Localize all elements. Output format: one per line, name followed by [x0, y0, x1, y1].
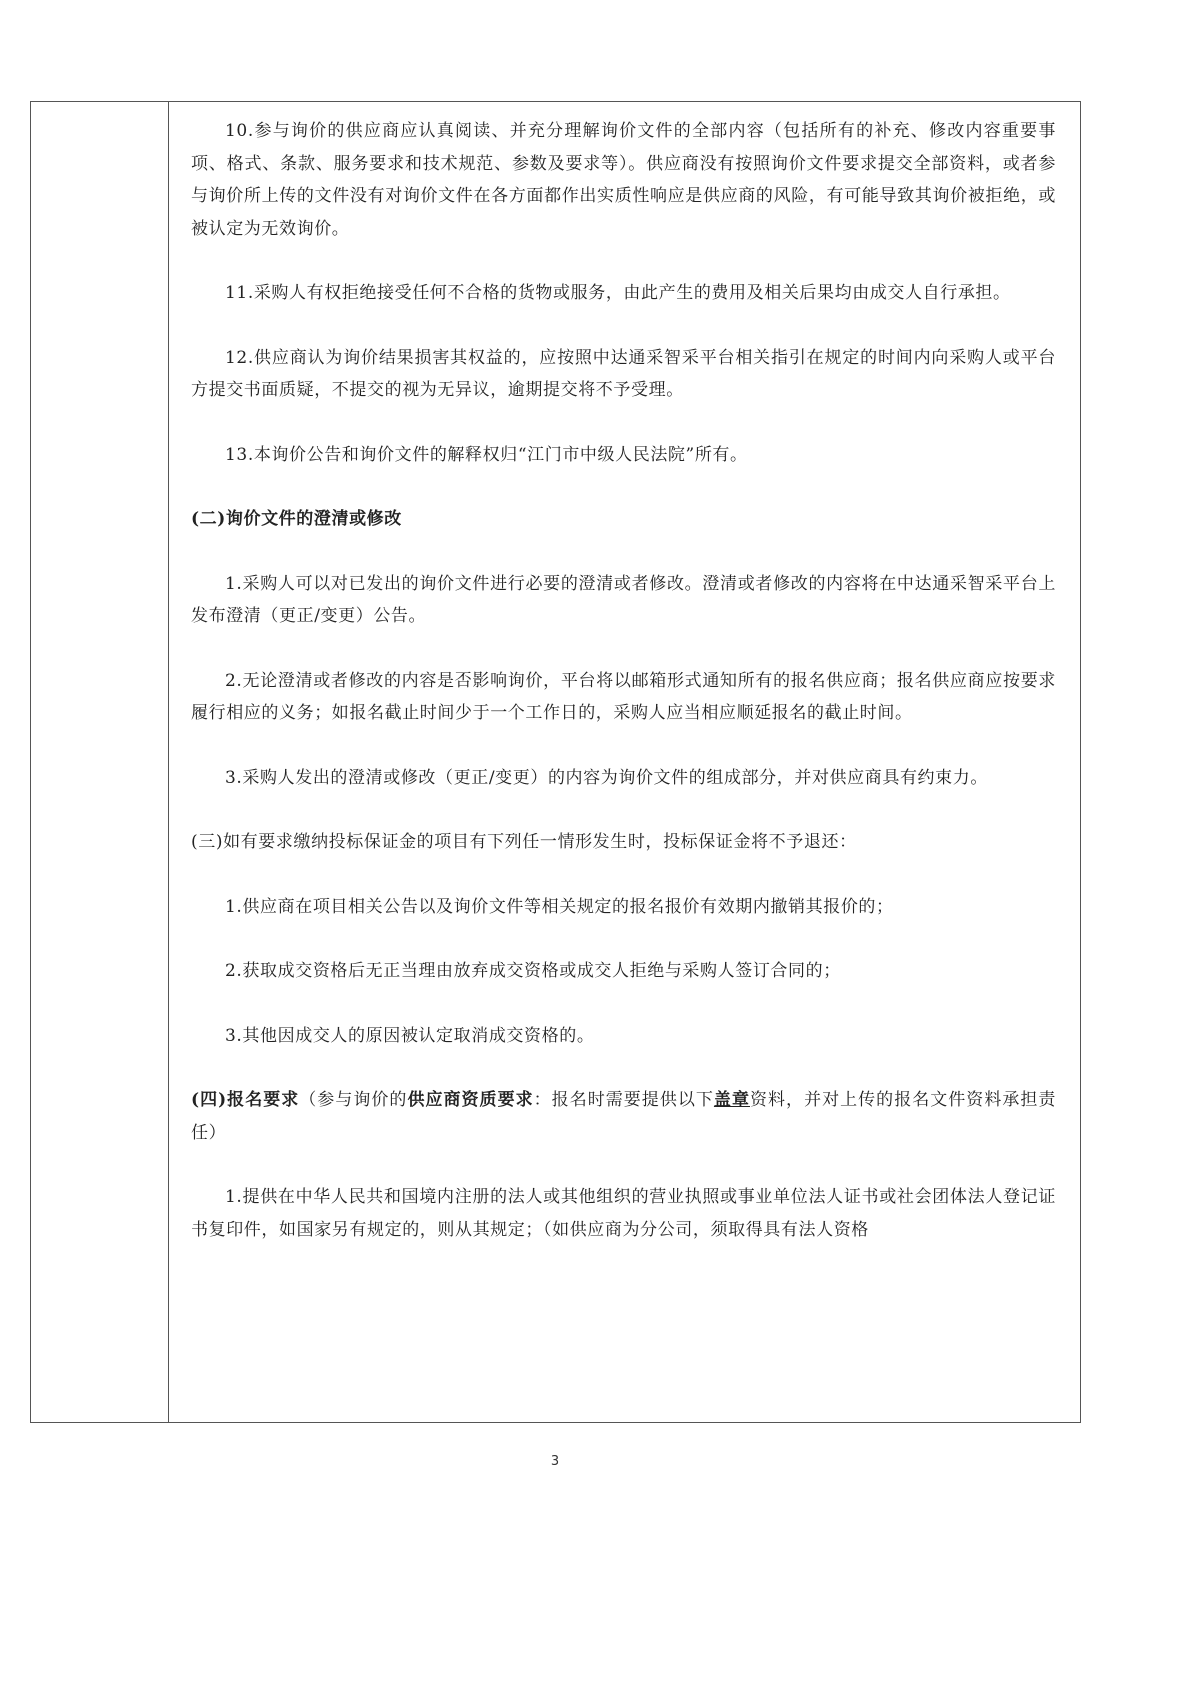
- paragraph-text: 2.获取成交资格后无正当理由放弃成交资格或成交人拒绝与采购人签订合同的；: [225, 961, 841, 981]
- paragraph-text: 1.供应商在项目相关公告以及询价文件等相关规定的报名报价有效期内撤销其报价的；: [225, 896, 894, 917]
- table-right-cell: [169, 102, 1080, 1422]
- paragraph-text: 10.参与询价的供应商应认真阅读、并充分理解询价文件的全部内容（包括所有的补充、修改内容重要事项、格式、条款、服务要求和技术规范、参数及要求等）。供应商没有按照询价文件要求提交全部资料，或者参与询价所上传的文件没有对询价文件在各方面都作出实质性响应是供应商的风险，有可能导致其询价被拒绝，或被认定为无效询价。: [191, 121, 1056, 239]
- section-heading-prefix: (三): [191, 832, 224, 852]
- deposit-item-3: [191, 1020, 1056, 1053]
- heading-note-part: 资料，并对上传的报名文件资料承担责任）: [191, 1090, 1057, 1143]
- clarify-item-1: [191, 568, 1056, 633]
- paragraph-text: 3.采购人发出的澄清或修改（更正/变更）的内容为询价文件的组成部分，并对供应商具有约束力。: [225, 767, 988, 788]
- paragraph-13: [191, 439, 1056, 472]
- heading-note-part: ：报名时需要提供以下: [533, 1090, 714, 1110]
- document-table: [30, 101, 1081, 1423]
- deposit-item-2: [191, 955, 1056, 988]
- paragraph-text: 1.采购人可以对已发出的询价文件进行必要的澄清或者修改。澄清或者修改的内容将在中达通采智采平台上发布澄清（更正/变更）公告。: [191, 573, 1056, 626]
- paragraph-text: 2.无论澄清或者修改的内容是否影响询价，平台将以邮箱形式通知所有的报名供应商；报名供应商应按要求履行相应的义务；如报名截止时间少于一个工作日的，采购人应当相应顺延报名的截止时间。: [191, 670, 1056, 723]
- paragraph-text: 13.本询价公告和询价文件的解释权归“江门市中级人民法院”所有。: [225, 444, 748, 465]
- heading-note-underlined: 盖章: [713, 1090, 750, 1110]
- section-heading-text: 如有要求缴纳投标保证金的项目有下列任一情形发生时，投标保证金将不予退还：: [223, 832, 857, 852]
- section-heading-text: (四)报名要求: [191, 1090, 300, 1110]
- paragraph-text: 1.提供在中华人民共和国境内注册的法人或其他组织的营业执照或事业单位法人证书或社会团体法人登记证书复印件，如国家另有规定的，则从其规定；（如供应商为分公司，须取得具有法人资格: [191, 1187, 1056, 1240]
- paragraph-11: [191, 277, 1056, 310]
- registration-item-1: [191, 1181, 1056, 1246]
- content-body: [191, 115, 1056, 1278]
- paragraph-text: 3.其他因成交人的原因被认定取消成交资格的。: [225, 1025, 595, 1046]
- paragraph-text: 11.采购人有权拒绝接受任何不合格的货物或服务，由此产生的费用及相关后果均由成交人自行承担。: [225, 283, 1011, 303]
- section-heading-text: (二)询价文件的澄清或修改: [191, 509, 402, 529]
- paragraph-12: [191, 342, 1056, 407]
- clarify-item-2: [191, 665, 1056, 730]
- section-heading-3: [191, 826, 1056, 859]
- paragraph-10: [191, 115, 1056, 245]
- clarify-item-3: [191, 762, 1056, 795]
- heading-note-bold: 供应商资质要求: [407, 1090, 534, 1110]
- paragraph-text: 12.供应商认为询价结果损害其权益的，应按照中达通采智采平台相关指引在规定的时间内向采购人或平台方提交书面质疑，不提交的视为无异议，逾期提交将不予受理。: [191, 347, 1056, 400]
- section-heading-2: [191, 503, 1056, 536]
- section-heading-4: [191, 1084, 1056, 1149]
- page-number: 3: [550, 1454, 560, 1469]
- table-left-cell: [31, 102, 169, 1422]
- deposit-item-1: [191, 891, 1056, 924]
- heading-note-part: （参与询价的: [299, 1090, 408, 1110]
